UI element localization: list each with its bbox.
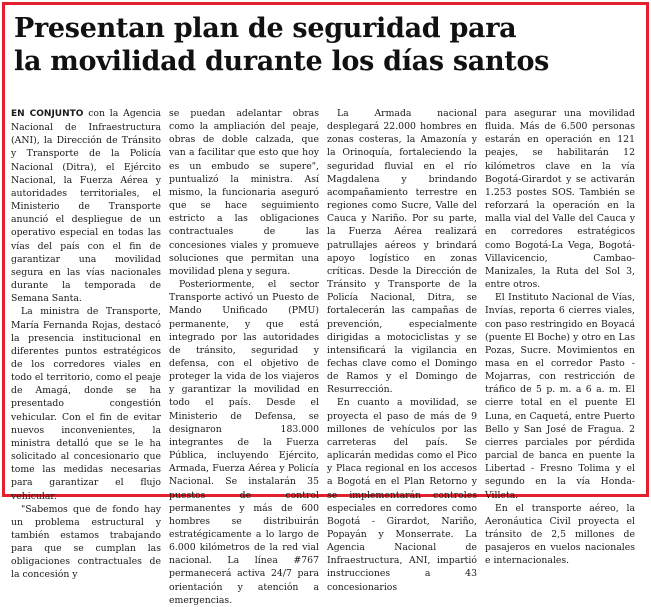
paragraph: "Sabemos que de fondo hay un problema estructural y también estamos trabajando para que se cumplan las obligaciones contractuales de la concesión y: [11, 503, 161, 581]
paragraph: En cuanto a movilidad, se proyecta el paso de más de 9 millones de vehículos por las carreteras del país. Se aplicarán medidas como el Pico y Placa regional en los accesos a Bogotá en el Plan Retorno y se implementarán controles especiales en corredores como Bogotá - Girardot, Nariño, Popayán y Monserrate. La Agencia Nacional de Infraestructura, ANI, impartió instrucciones a 43 concesionarios: [327, 397, 477, 593]
headline-line-2: la movilidad durante los días santos: [14, 46, 550, 77]
paragraph: La ministra de Transporte, María Fernanda Rojas, destacó la presencia institucional en diferentes puntos estratégicos de los corredores viales en todo el territorio, como el peaje de Amagá, donde se ha presentado congestión vehicular. Con el fin de evitar nuevos inconvenientes, la ministra detalló que se le ha solicitado al concesionario que tome las medidas necesarias para garantizar el flujo vehicular.: [11, 306, 161, 502]
article-body: [11, 107, 635, 606]
paragraph: La Armada nacional desplegará 22.000 hombres en zonas costeras, la Amazonía y la Orinoquía, fortaleciendo la seguridad fluvial en el río Magdalena y brindando acompañamiento terrestre en regiones como Sucre, Valle del Cauca y Nariño. Por su parte, la Fuerza Aérea realizará patrullajes aéreos y brindará apoyo logístico en zonas críticas. Desde la Dirección de Tránsito y Transporte de la Policía Nacional, Ditra, se fortalecerán las campañas de prevención, especialmente dirigidas a motociclistas y se intensificará la vigilancia en fechas clave como el Domingo de Ramos y el Domingo de Resurrección.: [327, 108, 477, 396]
paragraph: Posteriormente, el sector Transporte activó un Puesto de Mando Unificado (PMU) permanente, y que está integrado por las autoridades de tránsito, seguridad y defensa, con el objetivo de proteger la vida de los viajeros y garantizar la movilidad en todo el país. Desde el Ministerio de Defensa, se designaron 183.000 integrantes de la Fuerza Pública, incluyendo Ejército, Armada, Fuerza Aérea y Policía Nacional. Se instalarán 35 puestos de control permanentes y más de 600 hombres se distribuirán estratégicamente a lo largo de 6.000 kilómetros de la red vial nacional. La línea #767 permanecerá activa 24/7 para orientación y atención a emergencias.: [169, 279, 319, 606]
paragraph: El Instituto Nacional de Vías, Invías, reporta 6 cierres viales, con paso restringido en Boyacá (puente El Boche) y otro en Las Pozas, Sucre. Movimientos en masa en el corredor Pasto - Mojarras, con restricción de tráfico de 5 p. m. a 6 a. m. El cierre total en el puente El Luna, en Caquetá, entre Puerto Bello y San José de Fragua. 2 cierres parciales por pérdida parcial de banca en puente la Libertad - Fresno Tolima y el segundo en la vía Honda-Villeta.: [485, 292, 635, 501]
column-3: [327, 107, 477, 593]
paragraph-text: con la Agencia Nacional de Infraestructura (ANI), la Dirección de Tránsito y Transporte de la Policía Nacional (Ditra), el Ejército Nacional, la Fuerza Aérea y autoridades territoriales, el Ministerio de Transporte anunció el despliegue de un operativo especial en todas las vías del país con el fin de garantizar una movilidad segura en las vías nacionales durante la temporada de Semana Santa.: [11, 108, 161, 305]
paragraph: [11, 107, 161, 305]
lead-in: EN CONJUNTO: [11, 109, 84, 119]
column-2: [169, 107, 319, 606]
paragraph: se puedan adelantar obras como la ampliación del peaje, obras de doble calzada, que van a facilitar que esto que hoy es un embudo se supere", puntualizó la ministra. Así mismo, la funcionaria aseguró que se hace seguimiento estricto a las obligaciones contractuales de las concesiones viales y promueve soluciones que permitan una movilidad plena y segura.: [169, 108, 319, 277]
paragraph: En el transporte aéreo, la Aeronáutica Civil proyecta el tránsito de 2,5 millones de pasajeros en vuelos nacionales e internacionales.: [485, 502, 635, 567]
column-4: [485, 107, 635, 567]
headline: [14, 12, 638, 78]
paragraph: para asegurar una movilidad fluida. Más de 6.500 personas estarán en operación en 121 peajes, se habilitarán 12 kilómetros clave en la vía Bogotá-Girardot y se activarán 1.253 postes SOS. También se reforzará la operación en la malla vial del Valle del Cauca y en corredores estratégicos como Bogotá-La Vega, Bogotá-Villavicencio, Cambao- Manizales, la Ruta del Sol 3, entre otros.: [485, 108, 635, 291]
column-1: [11, 107, 161, 581]
headline-line-1: Presentan plan de seguridad para: [14, 13, 517, 44]
